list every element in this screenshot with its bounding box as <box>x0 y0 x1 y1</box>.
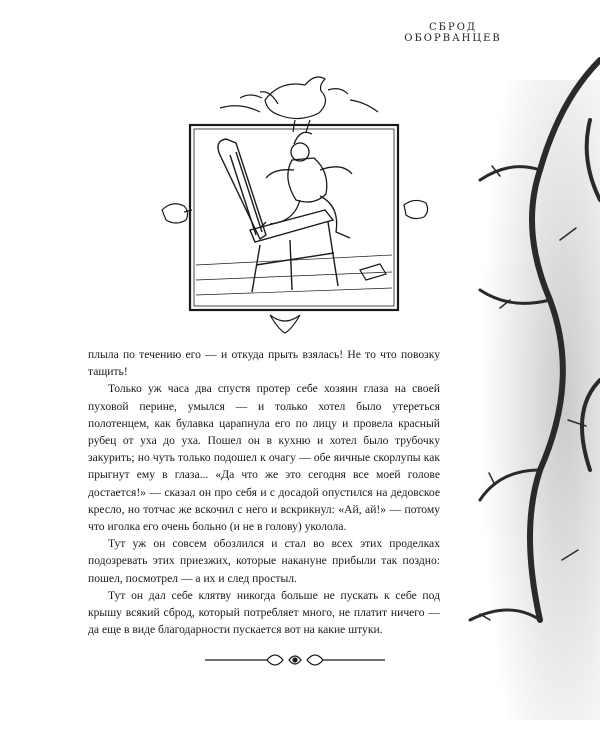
paragraph: Тут он дал себе клятву никогда больше не пускать к себе под крышу всякий сброд, который потребляет много, не платит ничего — да еще в виде благодарности пускается вот на какие штуки. <box>88 588 440 637</box>
chair <box>218 139 338 292</box>
left-bird-ornament <box>162 204 192 223</box>
running-head: СБРОД ОБОРВАНЦЕВ <box>404 22 502 44</box>
section-ornament <box>205 648 385 672</box>
stool <box>360 264 386 280</box>
leaping-man <box>260 132 352 238</box>
rooster-ornament <box>220 77 378 132</box>
right-bird-ornament <box>404 200 428 218</box>
paragraph: плыла по течению его — и откуда прыть взялась! Не то что повозку тащить! <box>88 348 440 379</box>
chair-illustration <box>160 60 430 340</box>
illustration-frame <box>190 125 398 310</box>
bottom-flourish <box>270 315 300 333</box>
body-text <box>88 346 440 638</box>
decorative-branches <box>440 0 600 750</box>
paragraph: Только уж часа два спустя протер себе хозяин глаза на своей пуховой перине, умылся — и только хотел было утереться полотенцем, как булавка царапнула его по лицу и провела красный рубец от уха до уха. Пошел он в кухню и хотел было трубочку закурить; но чуть только подошел к очагу — обе яичные скорлупы как прыгнут ему в глаза... «Да что же это сегодня все моей голове достается!» — сказал он про себя и с досадой опустился на дедовское кресло, но тотчас же вскочил с него и вскрикнул: «Ай, ай!» — потому что иголка его очень больно (и не в голову) уколола. <box>88 382 440 534</box>
paragraph: Тут уж он совсем обозлился и стал во всех этих проделках подозревать этих приезжих, которые накануне прибыли так поздно: пошел, посмотрел — а их и след простыл. <box>88 537 440 585</box>
